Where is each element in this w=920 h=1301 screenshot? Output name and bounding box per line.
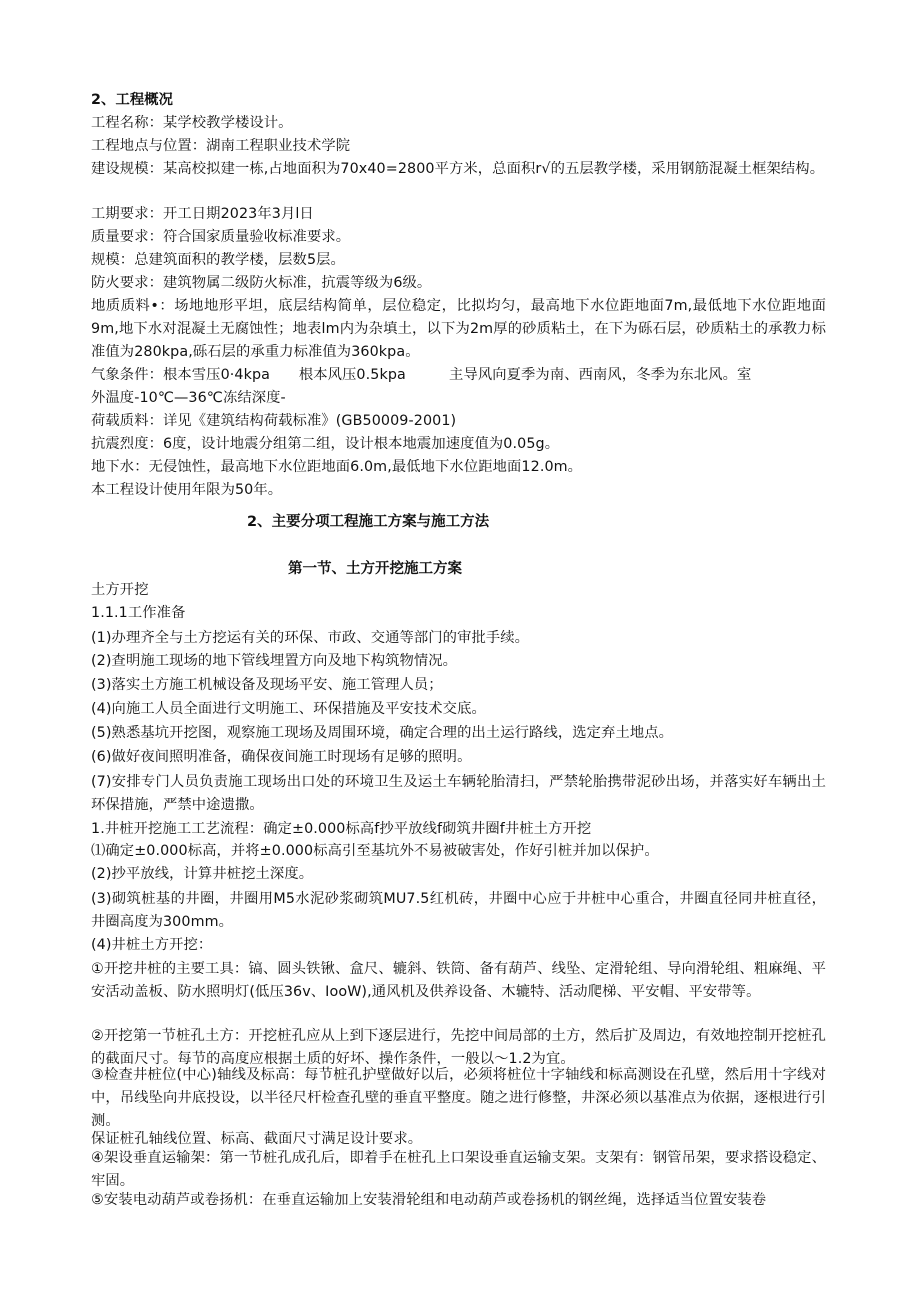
work-preparation-heading: 1.1.1工作准备 (91, 605, 186, 621)
list-item: (7)安排专门人员负责施工现场出口处的环境卫生及运土车辆轮胎清扫，严禁轮胎携带泥砂出场，并落实好车辆出土环保措施，严禁中途遗撒。 (91, 774, 826, 813)
groundwater: 地下水：无侵蚀性，最高地下水位距地面6.0m,最低地下水位距地面12.0m。 (91, 459, 583, 475)
construction-scale: 建设规模：某高校拟建一栋,占地面积为70x40=2800平方米，总面积r√的五层教学楼，采用钢筋混凝土框架结构。 (91, 161, 825, 177)
schedule-requirement: 工期要求：开工日期2023年3月l日 (91, 206, 314, 222)
list-item: (1)办理齐全与土方挖运有关的环保、市政、交通等部门的审批手续。 (91, 630, 530, 646)
list-item: (4)向施工人员全面进行文明施工、环保措施及平安技术交底。 (91, 701, 486, 717)
quality-requirement: 质量要求：符合国家质量验收标准要求。 (91, 229, 351, 245)
list-item: ⑤安装电动葫芦或卷扬机：在垂直运输加上安装滑轮组和电动葫芦或卷扬机的钢丝绳，选择适当位置安装卷 (91, 1192, 767, 1208)
list-item: (5)熟悉基坑开挖图，观察施工现场及周围环境，确定合理的出土运行路线，选定弃土地点。 (91, 725, 674, 741)
building-scale: 规模：总建筑面积的教学楼，层数5层。 (91, 252, 345, 268)
list-item: (3)砌筑桩基的井圈，井圈用M5水泥砂浆砌筑MU7.5红机砖，井圈中心应于井桩中心重合，井圈直径同井桩直径，井圈高度为300mm。 (91, 891, 826, 930)
fire-requirement: 防火要求：建筑物属二级防火标准，抗震等级为6级。 (91, 275, 432, 291)
overview-heading: 2、工程概况 (91, 92, 174, 108)
list-item: (6)做好夜间照明准备，确保夜间施工时现场有足够的照明。 (91, 749, 472, 765)
subsection-title: 第一节、土方开挖施工方案 (288, 561, 462, 577)
seismic-intensity: 抗震烈度：6度，设计地震分组第二组，设计根本地震加速度值为0.05g。 (91, 436, 560, 452)
list-item: (3)落实土方施工机械设备及现场平安、施工管理人员； (91, 677, 443, 693)
list-item: (4)井桩土方开挖： (91, 937, 213, 953)
list-item: ①开挖井桩的主要工具：镐、圆头铁锹、盒尺、辘斜、铁筒、备有葫芦、线坠、定滑轮组、导向滑轮组、粗麻绳、平安活动盖板、防水照明灯(低压36v、IooW),通风机及供养设备、木辘特、活动爬梯、平安帽、平安带等。 (91, 961, 826, 1000)
list-item: ②开挖第一节桩孔土方：开挖桩孔应从上到下逐层进行，先挖中间局部的土方，然后扩及周边，有效地控制开挖桩孔的截面尺寸。每节的高度应根据土质的好坏、操作条件，一般以～1.2为宜。 (91, 1028, 826, 1067)
list-item: (2)抄平放线，计算井桩挖土深度。 (91, 866, 314, 882)
list-item: (2)查明施工现场的地下管线埋置方向及地下构筑物情况。 (91, 653, 458, 669)
design-life: 本工程设计使用年限为50年。 (91, 482, 283, 498)
process-flow: 1.井桩开挖施工工艺流程：确定±0.000标高f抄平放线f砌筑井圈f井桩土方开挖 (91, 821, 592, 837)
earthwork-label: 土方开挖 (91, 582, 149, 598)
load-info: 荷载质料：详见《建筑结构荷载标准》(GB50009-2001) (91, 413, 457, 429)
list-item: ④架设垂直运输架：第一节桩孔成孔后，即着手在桩孔上口架设垂直运输支架。支架有：钢管吊架，要求搭设稳定、牢固。 (91, 1150, 826, 1189)
geology-info: 地质质料•：场地地形平坦，底层结构简单，层位稳定，比拟均匀，最高地下水位距地面7m,最低地下水位距地面9m,地下水对混凝土无腐蚀性；地表lm内为杂填土，以下为2m厚的砂质粘土，在下为砾石层，砂质粘土的承教力标准值为280kpa,砾石层的承重力标准值为360kpa。 (91, 298, 826, 360)
list-item: ③检查井桩位(中心)轴线及标高：每节桩孔护壁做好以后，必须将桩位十字轴线和标高测设在孔壁，然后用十字线对中，吊线坠向井底投设，以半径尺杆检查孔壁的垂直平整度。随之进行修整，井深必须以基准点为依据，逐根进行引测。 (91, 1067, 826, 1129)
outdoor-temperature: 外温度-10℃—36℃冻结深度- (91, 390, 286, 406)
project-location: 工程地点与位置：湖南工程职业技术学院 (91, 138, 351, 154)
weather-conditions: 气象条件：根本雪压0·4kpa 根本风压0.5kpa 主导风向夏季为南、西南风，冬季为东北风。室 (91, 367, 752, 383)
list-item: ⑴确定±0.000标高，并将±0.000标高引至基坑外不易被破害处，作好引桩并加以保护。 (91, 843, 659, 859)
project-name: 工程名称：某学校教学楼设计。 (91, 115, 293, 131)
paragraph: 保证桩孔轴线位置、标高、截面尺寸满足设计要求。 (91, 1131, 423, 1147)
section-title: 2、主要分项工程施工方案与施工方法 (247, 514, 490, 530)
